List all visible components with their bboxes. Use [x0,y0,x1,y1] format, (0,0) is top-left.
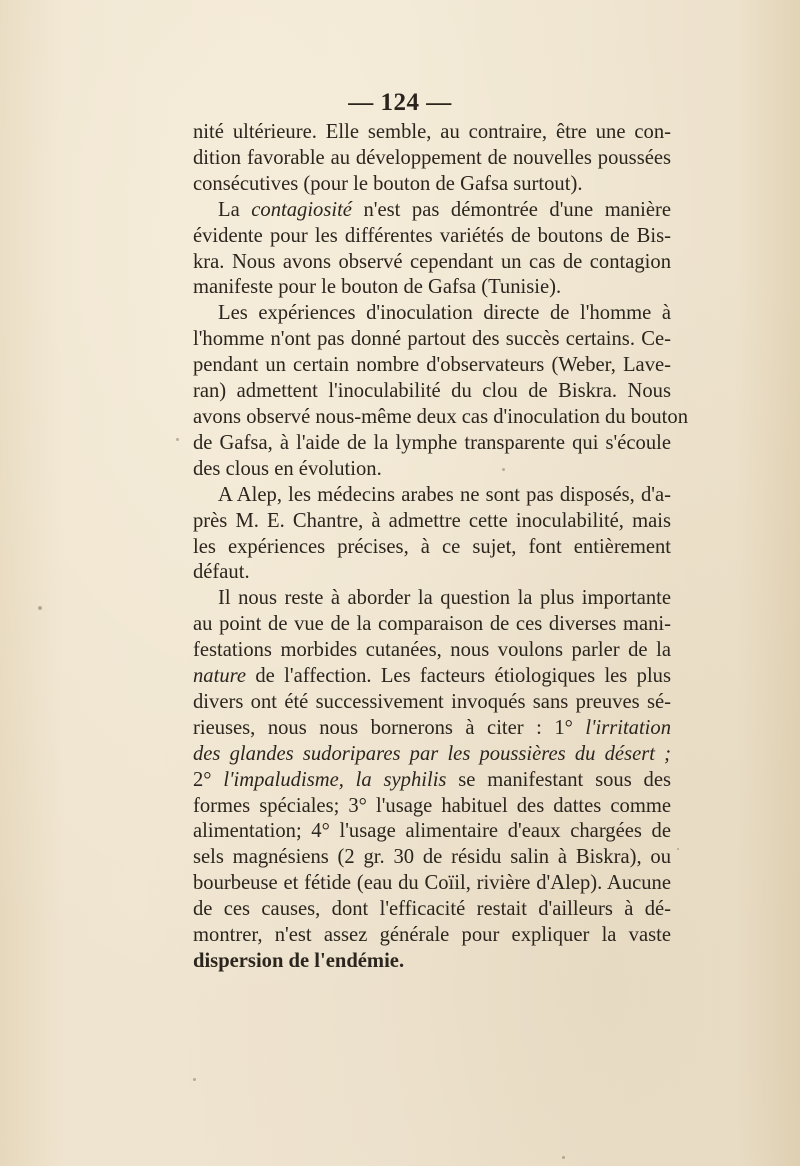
text-run: dition favorable au développement de nouvelles poussées [193,146,671,169]
text-run: défaut. [193,561,250,584]
text-line [193,949,671,975]
text-line [193,405,688,431]
text-run: kra. Nous avons observé cependant un cas de contagion [193,250,671,273]
text-line [193,146,671,172]
text-run: n'est pas démontrée d'une manière [351,198,672,221]
page-number: — 124 — [348,89,452,116]
text-run: sels magnésiens (2 gr. 30 de résidu salin à Biskra), ou [193,846,671,869]
text-run: bourbeuse et fétide (eau du Coïil, rivière d'Alep). Aucune [193,872,671,895]
paragraph [193,586,671,975]
text-line [193,845,671,871]
text-run: divers ont été successivement invoqués sans preuves sé- [193,690,671,713]
text-line [193,275,671,301]
text-line [193,560,671,586]
italic-text: nature [193,665,247,688]
text-run: manifeste pour le bouton de Gafsa (Tunisie). [193,276,562,299]
text-line [193,379,671,405]
text-line [193,172,671,198]
text-line [193,120,671,146]
italic-text: l'irritation [585,716,671,739]
text-line [193,897,671,923]
text-run: avons observé nous-même deux cas d'inoculation du bouton [193,405,688,428]
text-run: dispersion de l'endémie. [193,950,405,972]
text-run: au point de vue de la comparaison de ces diverses mani- [193,613,671,636]
text-line [193,483,671,509]
text-run: festations morbides cutanées, nous voulons parler de la [193,639,671,662]
italic-text: des glandes sudoripares par les poussières du désert ; [193,742,671,765]
text-line [193,664,671,690]
text-run: 2° [193,768,224,791]
text-line [193,457,671,483]
paragraph [193,483,671,587]
text-line [193,819,671,845]
italic-text: contagiosité [251,198,352,221]
text-line [193,198,671,224]
text-line [193,638,671,664]
text-run: l'homme n'ont pas donné partout des succès certains. Ce- [193,328,671,351]
text-line [193,612,671,638]
text-run: de l'affection. Les facteurs étiologiques les plus [246,665,671,688]
text-run: rieuses, nous nous bornerons à citer : 1° [193,716,586,739]
text-run: formes spéciales; 3° l'usage habituel des dattes comme [193,794,671,817]
text-line [193,431,671,457]
text-run: de Gafsa, à l'aide de la lymphe transparente qui s'écoule [193,431,671,454]
text-line [193,250,671,276]
paper-speck [562,1156,565,1159]
paper-speck [502,468,505,471]
text-line [193,923,671,949]
paper-speck [176,438,179,441]
text-run: près M. E. Chantre, à admettre cette inoculabilité, mais [193,509,671,532]
text-run: Les expériences d'inoculation directe de l'homme à [218,302,671,325]
paragraph [193,198,671,302]
text-line [193,871,671,897]
text-run: pendant un certain nombre d'observateurs (Weber, Lave- [193,354,671,377]
text-run: les expériences précises, à ce sujet, font entièrement [193,535,671,558]
text-line [193,535,671,561]
text-line [193,794,671,820]
paper-speck [38,606,42,610]
paragraph [193,120,671,198]
text-line [193,716,671,742]
text-run: nité ultérieure. Elle semble, au contraire, être une con- [193,121,671,143]
text-run: de ces causes, dont l'efficacité restait d'ailleurs à dé- [193,898,671,921]
text-line [193,742,671,768]
text-run: évidente pour les différentes variétés de boutons de Bis- [193,224,671,247]
text-run: consécutives (pour le bouton de Gafsa surtout). [193,172,583,195]
text-run: A Alep, les médecins arabes ne sont pas disposés, d'a- [218,483,671,506]
text-line [193,509,671,535]
text-line [193,224,671,250]
paper-speck [193,1078,196,1081]
text-line [193,353,671,379]
text-line [193,327,671,353]
italic-text: l'impaludisme, la syphilis [223,768,447,791]
text-run: montrer, n'est assez générale pour expliquer la vaste [193,924,671,947]
paragraph [193,301,688,482]
text-run: alimentation; 4° l'usage alimentaire d'eaux chargées de [193,820,671,843]
text-run: ran) admettent l'inoculabilité du clou de Biskra. Nous [193,380,671,403]
text-line [193,301,671,327]
body-text [193,120,688,975]
text-line [193,768,671,794]
text-line [193,690,671,716]
text-line [193,586,671,612]
text-run: La [218,198,252,221]
paper-speck [677,848,679,850]
text-run: Il nous reste à aborder la question la plus importante [218,587,671,610]
text-run: se manifestant sous des [446,768,671,791]
text-run: des clous en évolution. [193,457,382,480]
